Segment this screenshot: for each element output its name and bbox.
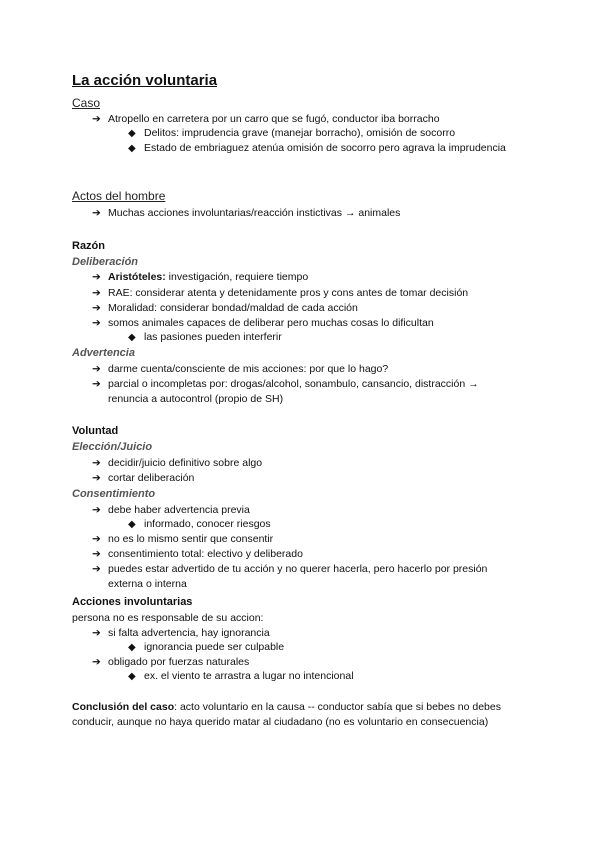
diamond-bullet-icon: ◆ bbox=[128, 332, 136, 343]
consentimiento-item: debe haber advertencia previa bbox=[108, 504, 250, 516]
deliberacion-heading: Deliberación bbox=[72, 256, 139, 268]
diamond-bullet-icon: ◆ bbox=[128, 128, 136, 139]
eleccion-heading: Elección/Juicio bbox=[72, 441, 153, 453]
arrow-bullet-icon: ➔ bbox=[92, 533, 101, 545]
arrow-bullet-icon: ➔ bbox=[92, 378, 101, 390]
arrow-bullet-icon: ➔ bbox=[92, 627, 101, 639]
advertencia-item-cont: renuncia a autocontrol (propio de SH) bbox=[108, 393, 284, 405]
deliberacion-item-text: investigación, requiere tiempo bbox=[165, 271, 309, 283]
diamond-bullet-icon: ◆ bbox=[128, 642, 136, 653]
arrow-bullet-icon: ➔ bbox=[92, 504, 101, 516]
eleccion-item: decidir/juicio definitivo sobre algo bbox=[108, 457, 263, 469]
actos-item: Muchas acciones involuntarias/reacción instictivas → animales bbox=[108, 207, 401, 219]
arrow-bullet-icon: ➔ bbox=[92, 472, 101, 484]
diamond-bullet-icon: ◆ bbox=[128, 143, 136, 154]
consentimiento-item: puedes estar advertido de tu acción y no querer hacerla, pero hacerlo por presión bbox=[108, 563, 488, 575]
arrow-bullet-icon: ➔ bbox=[92, 271, 101, 283]
involuntarias-heading: Acciones involuntarias bbox=[72, 596, 193, 608]
arrow-bullet-icon: ➔ bbox=[92, 113, 101, 125]
caso-heading: Caso bbox=[72, 96, 101, 110]
deliberacion-subitem: las pasiones pueden interferir bbox=[144, 331, 282, 343]
razon-heading: Razón bbox=[72, 240, 105, 252]
conclusion-text: : acto voluntario en la causa -- conductor sabía que si bebes no debes bbox=[174, 701, 501, 713]
caso-subitem: Delitos: imprudencia grave (manejar borracho), omisión de socorro bbox=[144, 127, 456, 139]
advertencia-heading: Advertencia bbox=[72, 347, 135, 359]
caso-subitem: Estado de embriaguez atenúa omisión de socorro pero agrava la imprudencia bbox=[144, 142, 506, 154]
consentimiento-subitem: informado, conocer riesgos bbox=[144, 518, 271, 530]
arrow-bullet-icon: ➔ bbox=[92, 656, 101, 668]
arrow-bullet-icon: ➔ bbox=[92, 207, 101, 219]
involuntarias-item: si falta advertencia, hay ignorancia bbox=[108, 627, 270, 639]
arrow-bullet-icon: ➔ bbox=[92, 563, 101, 575]
arrow-bullet-icon: ➔ bbox=[92, 548, 101, 560]
consentimiento-item: no es lo mismo sentir que consentir bbox=[108, 533, 274, 545]
arrow-bullet-icon: ➔ bbox=[92, 287, 101, 299]
eleccion-item: cortar deliberación bbox=[108, 472, 195, 484]
caso-item: Atropello en carretera por un carro que se fugó, conductor iba borracho bbox=[108, 113, 440, 125]
voluntad-heading: Voluntad bbox=[72, 425, 119, 437]
arrow-bullet-icon: ➔ bbox=[92, 302, 101, 314]
consentimiento-item: consentimiento total: electivo y deliberado bbox=[108, 548, 303, 560]
advertencia-item: darme cuenta/consciente de mis acciones: por que lo hago? bbox=[108, 363, 389, 375]
diamond-bullet-icon: ◆ bbox=[128, 519, 136, 530]
deliberacion-item: somos animales capaces de deliberar pero muchas cosas lo dificultan bbox=[108, 317, 434, 329]
deliberacion-item: RAE: considerar atenta y detenidamente pros y cons antes de tomar decisión bbox=[108, 287, 469, 299]
involuntarias-intro: persona no es responsable de su accion: bbox=[72, 612, 264, 624]
diamond-bullet-icon: ◆ bbox=[128, 671, 136, 682]
actos-heading: Actos del hombre bbox=[72, 189, 166, 203]
deliberacion-item: Moralidad: considerar bondad/maldad de cada acción bbox=[108, 302, 358, 314]
involuntarias-subitem: ignorancia puede ser culpable bbox=[144, 641, 285, 653]
arrow-bullet-icon: ➔ bbox=[92, 457, 101, 469]
advertencia-item: parcial o incompletas por: drogas/alcohol, sonambulo, cansancio, distracción → bbox=[108, 378, 479, 390]
conclusion-line-cont: conducir, aunque no haya querido matar al ciudadano (no es voluntario en consecuencia) bbox=[72, 716, 489, 728]
consentimiento-item-cont: externa o interna bbox=[108, 578, 187, 590]
conclusion-label: Conclusión del caso bbox=[72, 701, 175, 713]
conclusion-line bbox=[72, 701, 501, 713]
deliberacion-item bbox=[108, 271, 308, 283]
involuntarias-subitem: ex. el viento te arrastra a lugar no intencional bbox=[144, 670, 354, 682]
arrow-bullet-icon: ➔ bbox=[92, 363, 101, 375]
document-title: La acción voluntaria bbox=[72, 72, 218, 89]
arrow-bullet-icon: ➔ bbox=[92, 317, 101, 329]
consentimiento-heading: Consentimiento bbox=[72, 488, 156, 500]
involuntarias-item: obligado por fuerzas naturales bbox=[108, 656, 250, 668]
deliberacion-item-bold: Aristóteles: bbox=[108, 271, 166, 283]
